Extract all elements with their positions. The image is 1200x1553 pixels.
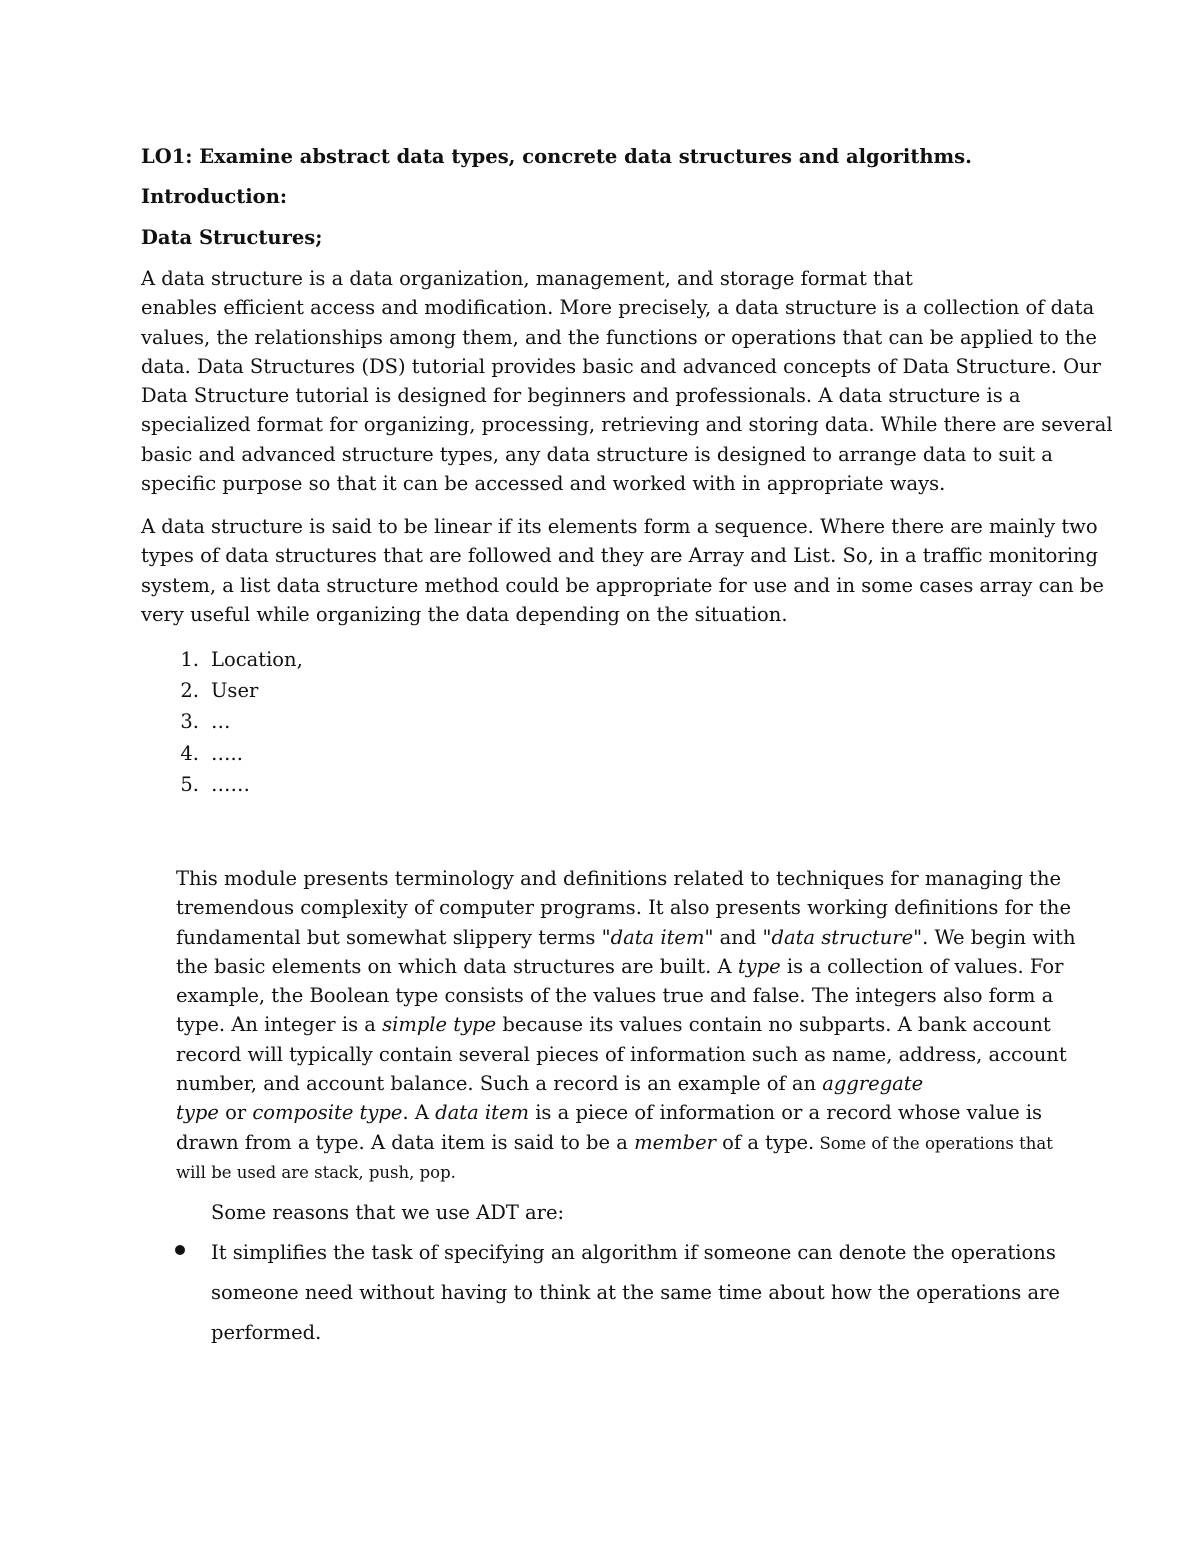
list-text: …… <box>211 772 250 796</box>
paragraph-line: A data structure is a data organization, management, and storage format that <box>141 267 913 290</box>
emphasis-text: data structure <box>771 925 914 949</box>
paragraph-line: This module presents terminology and definitions related to techniques for managing the <box>176 867 1062 890</box>
paragraph-line <box>176 1069 1076 1098</box>
small-text-run: Some of the operations that <box>814 1133 1053 1153</box>
list-number: 4. <box>180 741 199 765</box>
emphasis-text: member <box>634 1130 716 1154</box>
list-number: 1. <box>180 648 199 671</box>
list-number: 2. <box>180 679 199 703</box>
paragraph-line: very useful while organizing the data depending on the situation. <box>141 602 788 626</box>
paragraph-line: A data structure is said to be linear if its elements form a sequence. Where there are mainly two <box>141 515 1098 538</box>
paragraph-line <box>176 1128 1076 1158</box>
paragraph-line: will be used are stack, push, pop. <box>176 1162 456 1182</box>
emphasis-text: aggregate <box>822 1072 924 1096</box>
paragraph-data-structure-definition <box>141 264 1113 498</box>
text-run: " and " <box>704 925 772 949</box>
bullet-icon <box>175 1245 185 1255</box>
paragraph-line: types of data structures that are followed and they are Array and List. So, in a traffic monitoring <box>141 544 1099 568</box>
list-item <box>141 738 303 769</box>
paragraph-line <box>176 952 1076 981</box>
paragraph-line: Data Structure tutorial is designed for beginners and professionals. A data structure is a <box>141 384 1021 408</box>
text-run: number, and account balance. Such a record is an example of an <box>176 1072 823 1096</box>
paragraph-line <box>176 1098 1076 1127</box>
paragraph-line: example, the Boolean type consists of the values true and false. The integers also form a <box>176 984 1054 1008</box>
emphasis-text: data item <box>610 925 705 949</box>
list-item <box>141 706 303 737</box>
emphasis-text: composite type <box>252 1101 403 1125</box>
paragraph-line: specific purpose so that it can be accessed and worked with in appropriate ways. <box>141 472 946 496</box>
paragraph-line <box>176 923 1076 952</box>
emphasis-text: simple type <box>382 1013 497 1037</box>
list-number: 3. <box>180 710 199 734</box>
text-run: ". We begin with <box>913 925 1076 949</box>
text-run: fundamental but somewhat slippery terms " <box>176 925 611 949</box>
list-text: Location, <box>211 648 303 671</box>
list-text: … <box>211 710 231 734</box>
paragraph-line: data. Data Structures (DS) tutorial provides basic and advanced concepts of Data Structure. Our <box>141 354 1101 378</box>
emphasis-text: type <box>737 954 781 978</box>
text-run: the basic elements on which data structures are built. A <box>176 954 738 978</box>
paragraph-line: values, the relationships among them, and the functions or operations that can be applied to the <box>141 325 1097 349</box>
text-run: or <box>218 1101 253 1125</box>
text-run: of a type. <box>715 1130 815 1154</box>
bullet-line: performed. <box>211 1321 322 1344</box>
text-run: drawn from a type. A data item is said to be a <box>176 1130 635 1154</box>
paragraph-line: system, a list data structure method could be appropriate for use and in some cases array can be <box>141 573 1104 597</box>
text-run: because its values contain no subparts. A bank account <box>496 1013 1051 1037</box>
adt-intro-line: Some reasons that we use ADT are: <box>211 1201 565 1224</box>
text-run: is a collection of values. For <box>780 954 1064 978</box>
emphasis-text: data item <box>435 1101 529 1125</box>
paragraph-line: basic and advanced structure types, any data structure is designed to arrange data to suit a <box>141 442 1053 466</box>
list-text: ….. <box>211 741 243 765</box>
paragraph-line: specialized format for organizing, processing, retrieving and storing data. While there are several <box>141 413 1113 437</box>
bullet-line: someone need without having to think at the same time about how the operations are <box>211 1281 1060 1304</box>
document-title: LO1: Examine abstract data types, concrete data structures and algorithms. <box>141 145 972 168</box>
list-item <box>141 769 303 800</box>
data-structures-heading: Data Structures; <box>141 226 323 249</box>
emphasis-text: type <box>176 1101 219 1125</box>
list-item <box>141 675 303 706</box>
paragraph-line: enables efficient access and modification. More precisely, a data structure is a collection of data <box>141 296 1095 320</box>
text-run: . A <box>402 1101 436 1125</box>
bullet-line: It simplifies the task of specifying an algorithm if someone can denote the operations <box>211 1241 1056 1264</box>
numbered-list <box>141 644 303 800</box>
paragraph-line: record will typically contain several pieces of information such as name, address, account <box>176 1042 1067 1066</box>
list-text: User <box>211 679 259 703</box>
introduction-heading: Introduction: <box>141 185 288 208</box>
text-run: is a piece of information or a record whose value is <box>529 1101 1043 1125</box>
paragraph-line <box>176 1010 1076 1039</box>
list-item <box>141 644 303 675</box>
text-run: type. An integer is a <box>176 1013 383 1037</box>
paragraph-module-terminology <box>176 864 1076 1187</box>
paragraph-line: tremendous complexity of computer programs. It also presents working definitions for the <box>176 896 1071 920</box>
list-number: 5. <box>180 772 199 796</box>
paragraph-linear-structures <box>141 512 1104 629</box>
